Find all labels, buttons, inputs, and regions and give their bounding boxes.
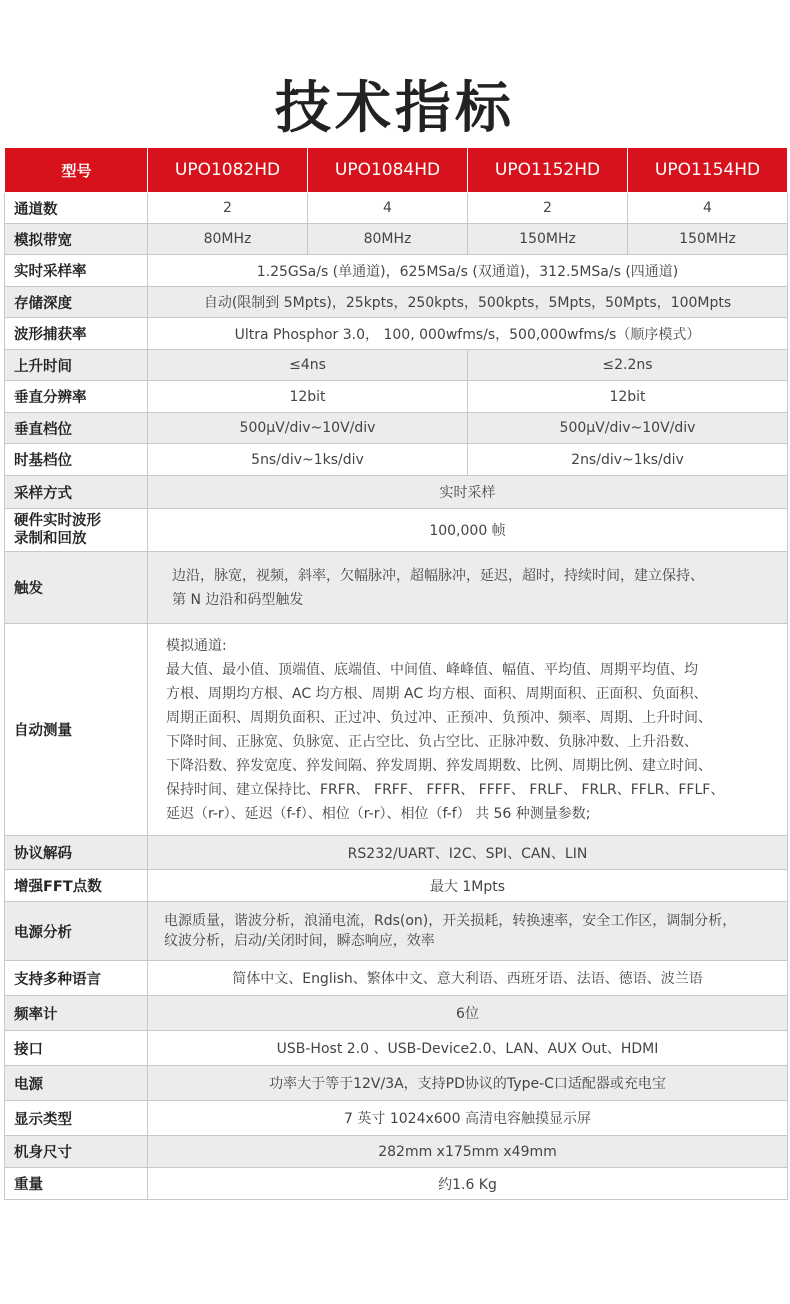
row-label: 时基档位 xyxy=(5,444,148,476)
row-capture-rate xyxy=(5,318,788,350)
row-label: 自动测量 xyxy=(5,624,148,836)
row-rise-time xyxy=(5,350,788,381)
row-value: 6位 xyxy=(148,996,788,1031)
row-value: 实时采样 xyxy=(148,476,788,509)
row-sample-rate xyxy=(5,255,788,287)
row-label: 接口 xyxy=(5,1031,148,1066)
model-upo1082hd: UPO1082HD xyxy=(148,148,308,193)
row-interfaces xyxy=(5,1031,788,1066)
row-value: 12bit xyxy=(148,381,468,413)
row-label: 显示类型 xyxy=(5,1101,148,1136)
row-label: 上升时间 xyxy=(5,350,148,381)
text-line: 纹波分析，启动/关闭时间，瞬态响应，效率 xyxy=(164,933,435,949)
row-power-analysis xyxy=(5,902,788,961)
row-channels xyxy=(5,193,788,224)
row-label-line: 录制和回放 xyxy=(14,531,87,547)
text-line: 下降时间、正脉宽、负脉宽、正占空比、负占空比、正脉冲数、负脉冲数、上升沿数、 xyxy=(166,733,698,750)
row-bandwidth xyxy=(5,224,788,255)
text-line: 模拟通道: xyxy=(166,637,227,654)
row-label: 模拟带宽 xyxy=(5,224,148,255)
row-value: 282mm x175mm x49mm xyxy=(148,1136,788,1168)
row-trigger xyxy=(5,552,788,624)
row-label: 机身尺寸 xyxy=(5,1136,148,1168)
row-vertical-resolution xyxy=(5,381,788,413)
row-value: 功率大于等于12V/3A，支持PD协议的Type-C口适配器或充电宝 xyxy=(148,1066,788,1101)
row-label: 采样方式 xyxy=(5,476,148,509)
row-label: 电源分析 xyxy=(5,902,148,961)
row-label: 增强FFT点数 xyxy=(5,870,148,902)
model-upo1152hd: UPO1152HD xyxy=(468,148,628,193)
text-line: 延迟（r-r）、延迟（f-f）、相位（r-r）、相位（f-f） 共 56 种测量参数; xyxy=(166,805,591,822)
row-value: 5ns/div~1ks/div xyxy=(148,444,468,476)
row-value: ≤4ns xyxy=(148,350,468,381)
row-display xyxy=(5,1101,788,1136)
header-model-label: 型号 xyxy=(5,148,148,193)
row-value: 500μV/div~10V/div xyxy=(468,413,788,444)
table-header-row xyxy=(5,148,788,193)
row-value: 2ns/div~1ks/div xyxy=(468,444,788,476)
row-value: Ultra Phosphor 3.0， 100, 000wfms/s，500,000wfms/s（顺序模式） xyxy=(148,318,788,350)
model-upo1154hd: UPO1154HD xyxy=(628,148,788,193)
spec-table xyxy=(4,147,788,1200)
row-value: 150MHz xyxy=(468,224,628,255)
row-label: 通道数 xyxy=(5,193,148,224)
row-timebase xyxy=(5,444,788,476)
row-value xyxy=(148,624,788,836)
row-hw-record xyxy=(5,509,788,552)
text-line: 最大值、最小值、顶端值、底端值、中间值、峰峰值、幅值、平均值、周期平均值、均 xyxy=(166,661,698,678)
text-line: 电源质量，谐波分析，浪涌电流，Rds(on)，开关损耗，转换速率，安全工作区，调制分析， xyxy=(164,913,737,929)
row-label xyxy=(5,509,148,552)
row-value: 80MHz xyxy=(308,224,468,255)
row-weight xyxy=(5,1168,788,1200)
row-sampling-mode xyxy=(5,476,788,509)
row-power xyxy=(5,1066,788,1101)
row-value: 80MHz xyxy=(148,224,308,255)
row-label: 波形捕获率 xyxy=(5,318,148,350)
row-languages xyxy=(5,961,788,996)
row-label: 实时采样率 xyxy=(5,255,148,287)
row-value: RS232/UART、I2C、SPI、CAN、LIN xyxy=(148,836,788,870)
row-value: 150MHz xyxy=(628,224,788,255)
row-value: ≤2.2ns xyxy=(468,350,788,381)
row-value: 4 xyxy=(628,193,788,224)
row-value: 约1.6 Kg xyxy=(148,1168,788,1200)
row-auto-measure xyxy=(5,624,788,836)
row-counter xyxy=(5,996,788,1031)
row-label: 存储深度 xyxy=(5,287,148,318)
text-line: 保持时间、建立保持比、FRFR、 FRFF、 FFFR、 FFFF、 FRLF、 FRLR、FFLR、FFLF、 xyxy=(166,781,725,798)
row-fft xyxy=(5,870,788,902)
row-value: 500μV/div~10V/div xyxy=(148,413,468,444)
row-label: 垂直分辨率 xyxy=(5,381,148,413)
row-value: 最大 1Mpts xyxy=(148,870,788,902)
row-value: 2 xyxy=(468,193,628,224)
row-vertical-scale xyxy=(5,413,788,444)
row-dimensions xyxy=(5,1136,788,1168)
row-value xyxy=(148,902,788,961)
row-value: 100,000 帧 xyxy=(148,509,788,552)
page-title: 技术指标 xyxy=(275,76,515,141)
row-value xyxy=(148,552,788,624)
row-value: 简体中文、English、繁体中文、意大利语、西班牙语、法语、德语、波兰语 xyxy=(148,961,788,996)
row-label: 频率计 xyxy=(5,996,148,1031)
row-label: 电源 xyxy=(5,1066,148,1101)
row-protocol xyxy=(5,836,788,870)
row-label: 触发 xyxy=(5,552,148,624)
row-value: 4 xyxy=(308,193,468,224)
row-memory-depth xyxy=(5,287,788,318)
row-label: 垂直档位 xyxy=(5,413,148,444)
text-line: 第 N 边沿和码型触发 xyxy=(172,591,304,608)
text-line: 方根、周期均方根、AC 均方根、周期 AC 均方根、面积、周期面积、正面积、负面积、 xyxy=(166,685,708,702)
row-value: 自动(限制到 5Mpts)，25kpts，250kpts，500kpts，5Mpts，50Mpts，100Mpts xyxy=(148,287,788,318)
row-value: 2 xyxy=(148,193,308,224)
row-value: 12bit xyxy=(468,381,788,413)
row-label: 协议解码 xyxy=(5,836,148,870)
row-label: 重量 xyxy=(5,1168,148,1200)
model-upo1084hd: UPO1084HD xyxy=(308,148,468,193)
text-line: 周期正面积、周期负面积、正过冲、负过冲、正预冲、负预冲、频率、周期、上升时间、 xyxy=(166,709,712,726)
row-value: USB-Host 2.0 、USB-Device2.0、LAN、AUX Out、HDMI xyxy=(148,1031,788,1066)
row-label: 支持多种语言 xyxy=(5,961,148,996)
row-value: 7 英寸 1024x600 高清电容触摸显示屏 xyxy=(148,1101,788,1136)
text-line: 下降沿数、猝发宽度、猝发间隔、猝发周期、猝发周期数、比例、周期比例、建立时间、 xyxy=(166,757,712,774)
row-value: 1.25GSa/s (单通道)，625MSa/s (双通道)，312.5MSa/s (四通道) xyxy=(148,255,788,287)
row-label-line: 硬件实时波形 xyxy=(14,513,101,529)
text-line: 边沿，脉宽，视频，斜率，欠幅脉冲，超幅脉冲，延迟，超时，持续时间，建立保持、 xyxy=(172,567,704,584)
